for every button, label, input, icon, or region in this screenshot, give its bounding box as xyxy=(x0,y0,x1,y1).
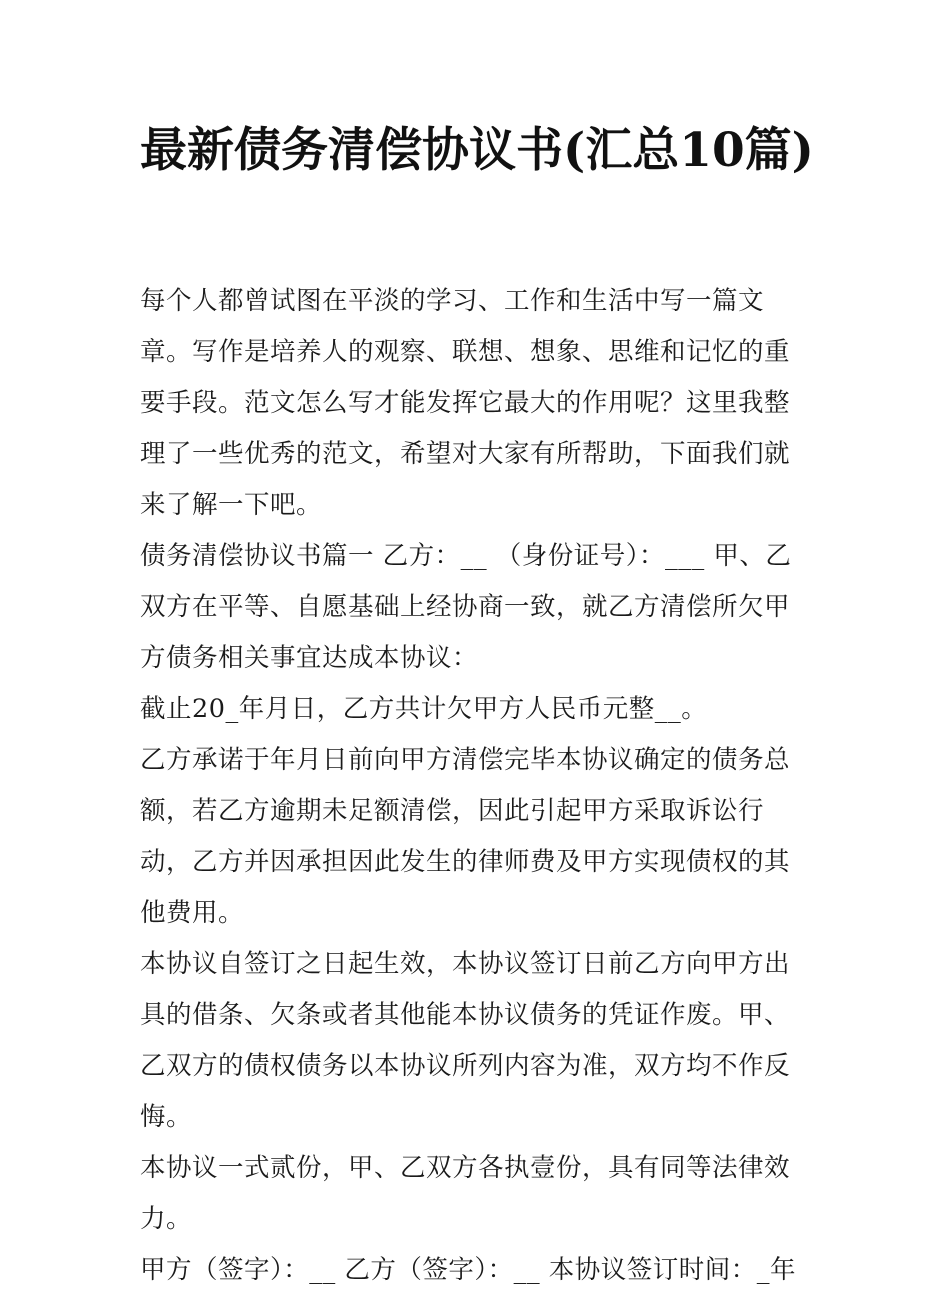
document-title: 最新债务清偿协议书(汇总10篇) xyxy=(140,123,814,178)
agreement-preamble-paragraph: 债务清偿协议书篇一 乙方：__ （身份证号）：___ 甲、乙双方在平等、自愿基础上经协商一致，就乙方清偿所欠甲方债务相关事宜达成本协议： xyxy=(140,541,792,673)
repayment-commitment-paragraph: 乙方承诺于年月日前向甲方清偿完毕本协议确定的债务总额，若乙方逾期未足额清偿，因此引起甲方采取诉讼行动，乙方并因承担因此发生的律师费及甲方实现债权的其他费用。 xyxy=(140,745,791,928)
document-body xyxy=(140,276,815,1296)
signature-line-paragraph: 甲方（签字）：__ 乙方（签字）：__ 本协议签订时间：_年 xyxy=(140,1255,796,1285)
effective-clause-paragraph: 本协议自签订之日起生效，本协议签订日前乙方向甲方出具的借条、欠条或者其他能本协议债务的凭证作废。甲、乙双方的债权债务以本协议所列内容为准，双方均不作反悔。 xyxy=(140,949,791,1132)
copies-clause-paragraph: 本协议一式贰份，甲、乙双方各执壹份，具有同等法律效力。 xyxy=(140,1153,791,1234)
debt-amount-paragraph: 截止20_年月日，乙方共计欠甲方人民币元整__。 xyxy=(140,694,708,724)
intro-paragraph: 每个人都曾试图在平淡的学习、工作和生活中写一篇文章。写作是培养人的观察、联想、想象、思维和记忆的重要手段。范文怎么写才能发挥它最大的作用呢？这里我整理了一些优秀的范文，希望对大家有所帮助，下面我们就来了解一下吧。 xyxy=(140,286,791,520)
